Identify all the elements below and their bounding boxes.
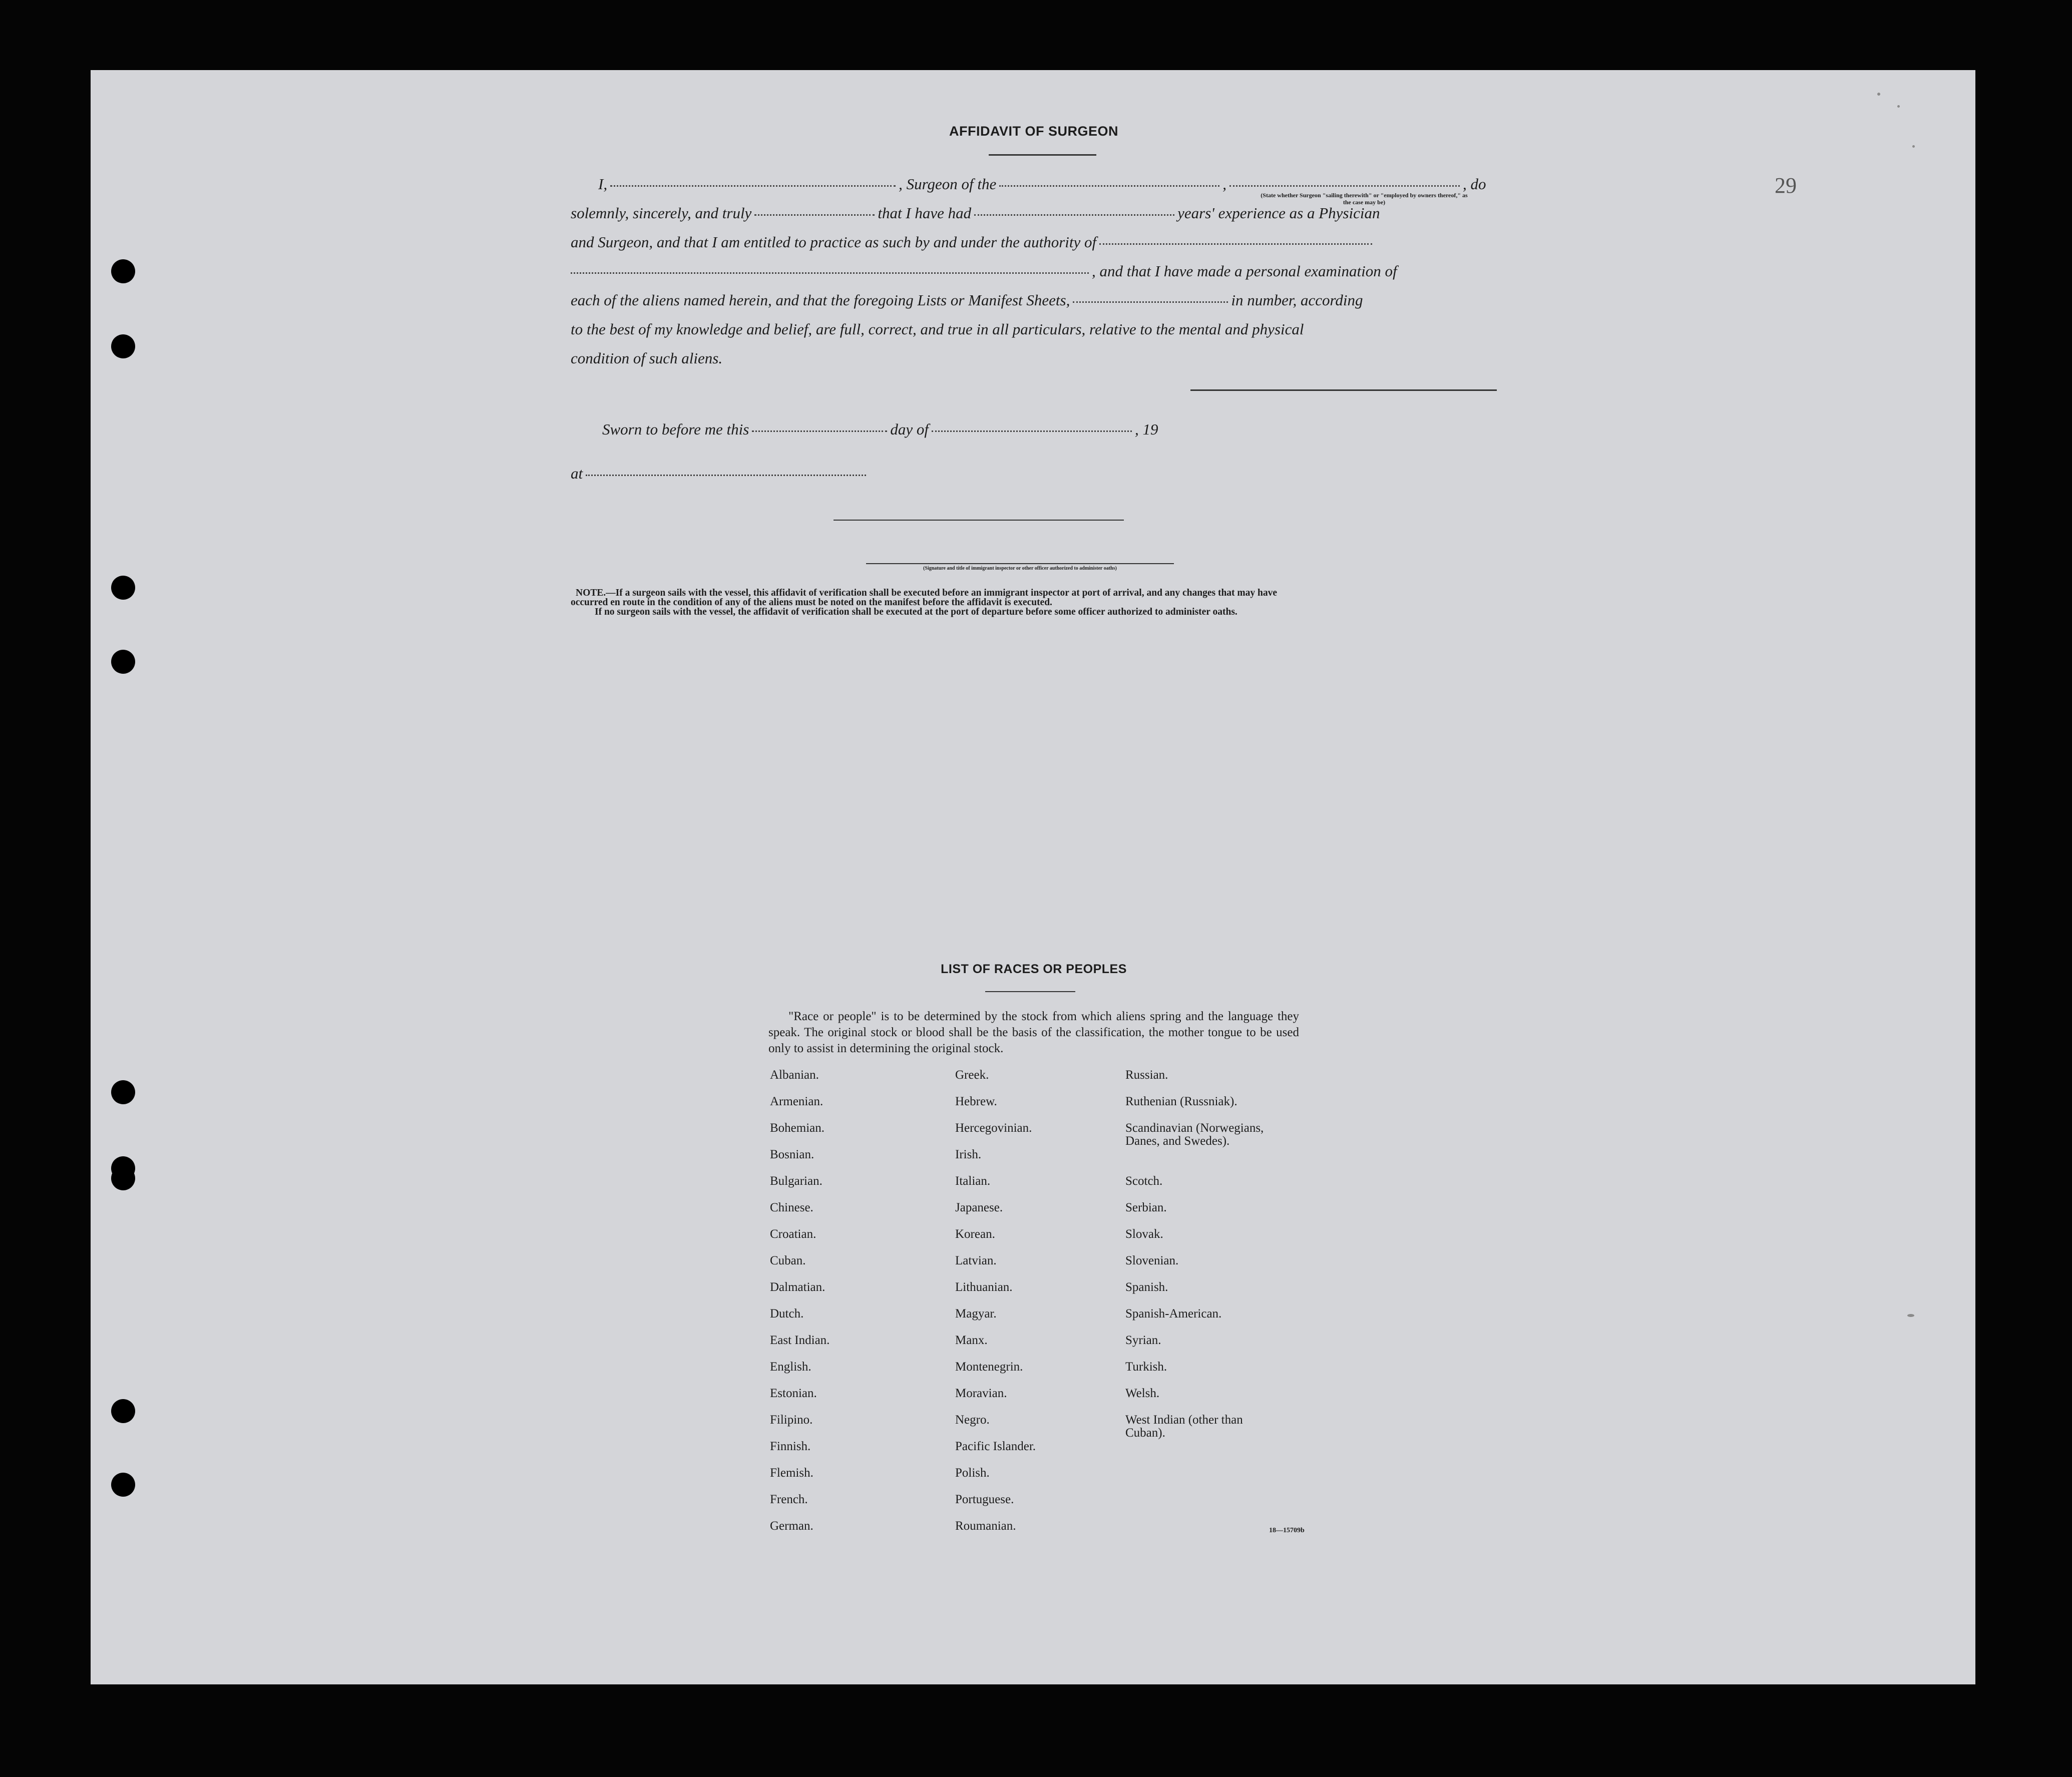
race-item: Spanish-American. (1125, 1307, 1222, 1320)
race-item: Moravian. (955, 1387, 1007, 1400)
race-item: Hercegovinian. (955, 1121, 1032, 1135)
race-item: Chinese. (770, 1201, 813, 1214)
race-item: Filipino. (770, 1413, 813, 1427)
race-item: Bohemian. (770, 1121, 825, 1135)
race-item: Montenegrin. (955, 1360, 1023, 1374)
punch-hole (111, 1166, 135, 1190)
affidavit-line-2: solemnly, sincerely, and truly that I have had years' experience as a Physician (571, 204, 1380, 222)
race-item: Armenian. (770, 1095, 823, 1108)
races-title-underline (985, 991, 1075, 992)
race-item: Greek. (955, 1068, 989, 1082)
surgeon-status-note: (State whether Surgeon "sailing therewith" or "employed by owners thereof," as the case may be) (1261, 192, 1468, 206)
races-column-3 (1125, 1069, 1264, 1440)
affidavit-line-7: condition of such aliens. (571, 349, 723, 367)
race-item: Serbian. (1125, 1201, 1167, 1214)
race-item: Japanese. (955, 1201, 1003, 1214)
race-item: Croatian. (770, 1227, 816, 1241)
note-line-1: NOTE.—If a surgeon sails with the vessel, this affidavit of verification shall be executed before an immigrant inspector at port of arrival, and any changes that may have (576, 588, 1278, 598)
race-item: Slovenian. (1125, 1254, 1179, 1267)
note-line-3: If no surgeon sails with the vessel, the affidavit of verification shall be executed at the port of departure before some officer authorized to administer oaths. (595, 607, 1237, 617)
race-item: Latvian. (955, 1254, 997, 1267)
surgeon-signature-line (1190, 389, 1497, 391)
race-item: Polish. (955, 1466, 990, 1480)
race-item: Syrian. (1125, 1334, 1161, 1347)
race-item: Scotch. (1125, 1174, 1163, 1188)
race-item: Slovak. (1125, 1227, 1163, 1241)
race-item: German. (770, 1519, 813, 1533)
race-item: Ruthenian (Russniak). (1125, 1095, 1237, 1108)
punch-hole (111, 259, 135, 283)
punch-hole (111, 1080, 135, 1104)
affidavit-line-6: to the best of my knowledge and belief, are full, correct, and true in all particulars, relative to the mental and physical (571, 320, 1304, 338)
punch-hole (111, 650, 135, 674)
race-item: Korean. (955, 1227, 995, 1241)
race-item: Roumanian. (955, 1519, 1016, 1533)
race-item: Flemish. (770, 1466, 813, 1480)
race-item: Turkish. (1125, 1360, 1167, 1374)
race-item: East Indian. (770, 1334, 830, 1347)
race-item: Spanish. (1125, 1280, 1168, 1294)
race-item: Hebrew. (955, 1095, 997, 1108)
race-item: Irish. (955, 1148, 982, 1161)
races-title: LIST OF RACES OR PEOPLES (941, 962, 1127, 976)
race-item: Finnish. (770, 1440, 811, 1453)
punch-hole (111, 334, 135, 358)
races-intro: "Race or people" is to be determined by the stock from which aliens spring and the language they speak. The original stock or blood shall be the basis of the classification, the mother tongue to be used only to assist in determining the original stock. (768, 1010, 1299, 1055)
race-item: Albanian. (770, 1068, 819, 1082)
race-item: Dutch. (770, 1307, 804, 1320)
race-item: West Indian (other than Cuban). (1125, 1413, 1243, 1440)
punch-hole (111, 1473, 135, 1497)
race-item: Russian. (1125, 1068, 1168, 1082)
affidavit-line-1: I, , Surgeon of the , , do (598, 175, 1486, 193)
page-number: 29 (1775, 173, 1797, 198)
title-underline (989, 154, 1096, 156)
race-item: Dalmatian. (770, 1280, 825, 1294)
scan-speck (1907, 1314, 1914, 1317)
race-item: French. (770, 1493, 808, 1506)
races-column-2 (955, 1069, 1036, 1546)
race-item: Portuguese. (955, 1493, 1014, 1506)
sworn-line: Sworn to before me this day of , 19 (602, 420, 1158, 438)
affidavit-line-3: and Surgeon, and that I am entitled to practice as such by and under the authority of (571, 233, 1375, 251)
affidavit-title: AFFIDAVIT OF SURGEON (949, 124, 1118, 139)
at-line: at (571, 465, 869, 483)
punch-hole (111, 576, 135, 600)
scan-speck (1912, 145, 1915, 148)
note-line-2: occurred en route in the condition of any of the aliens must be noted on the manifest before the affidavit is executed. (571, 597, 1052, 608)
race-item: Estonian. (770, 1387, 817, 1400)
race-item: Cuban. (770, 1254, 806, 1267)
affidavit-line-4: , and that I have made a personal examination of (571, 262, 1397, 280)
race-item: Bulgarian. (770, 1174, 822, 1188)
signature-caption: (Signature and title of immigrant inspector or other officer authorized to administer oaths) (923, 566, 1117, 571)
officer-signature-line (834, 520, 1124, 521)
race-item: Pacific Islander. (955, 1440, 1036, 1453)
form-code: 18—15709b (1269, 1527, 1305, 1534)
race-item: Welsh. (1125, 1387, 1160, 1400)
race-item: Italian. (955, 1174, 991, 1188)
caption-rule (866, 563, 1174, 564)
race-item: English. (770, 1360, 811, 1374)
race-item: Bosnian. (770, 1148, 814, 1161)
race-item: Magyar. (955, 1307, 997, 1320)
scan-speck (1877, 93, 1880, 96)
punch-hole (111, 1399, 135, 1423)
races-column-1 (770, 1069, 830, 1546)
race-item: Manx. (955, 1334, 988, 1347)
race-item: Scandinavian (Norwegians, Danes, and Swedes). (1125, 1121, 1264, 1148)
scan-speck (1897, 105, 1900, 108)
race-item: Negro. (955, 1413, 990, 1427)
race-item: Lithuanian. (955, 1280, 1013, 1294)
affidavit-line-5: each of the aliens named herein, and that the foregoing Lists or Manifest Sheets, in number, according (571, 291, 1363, 309)
